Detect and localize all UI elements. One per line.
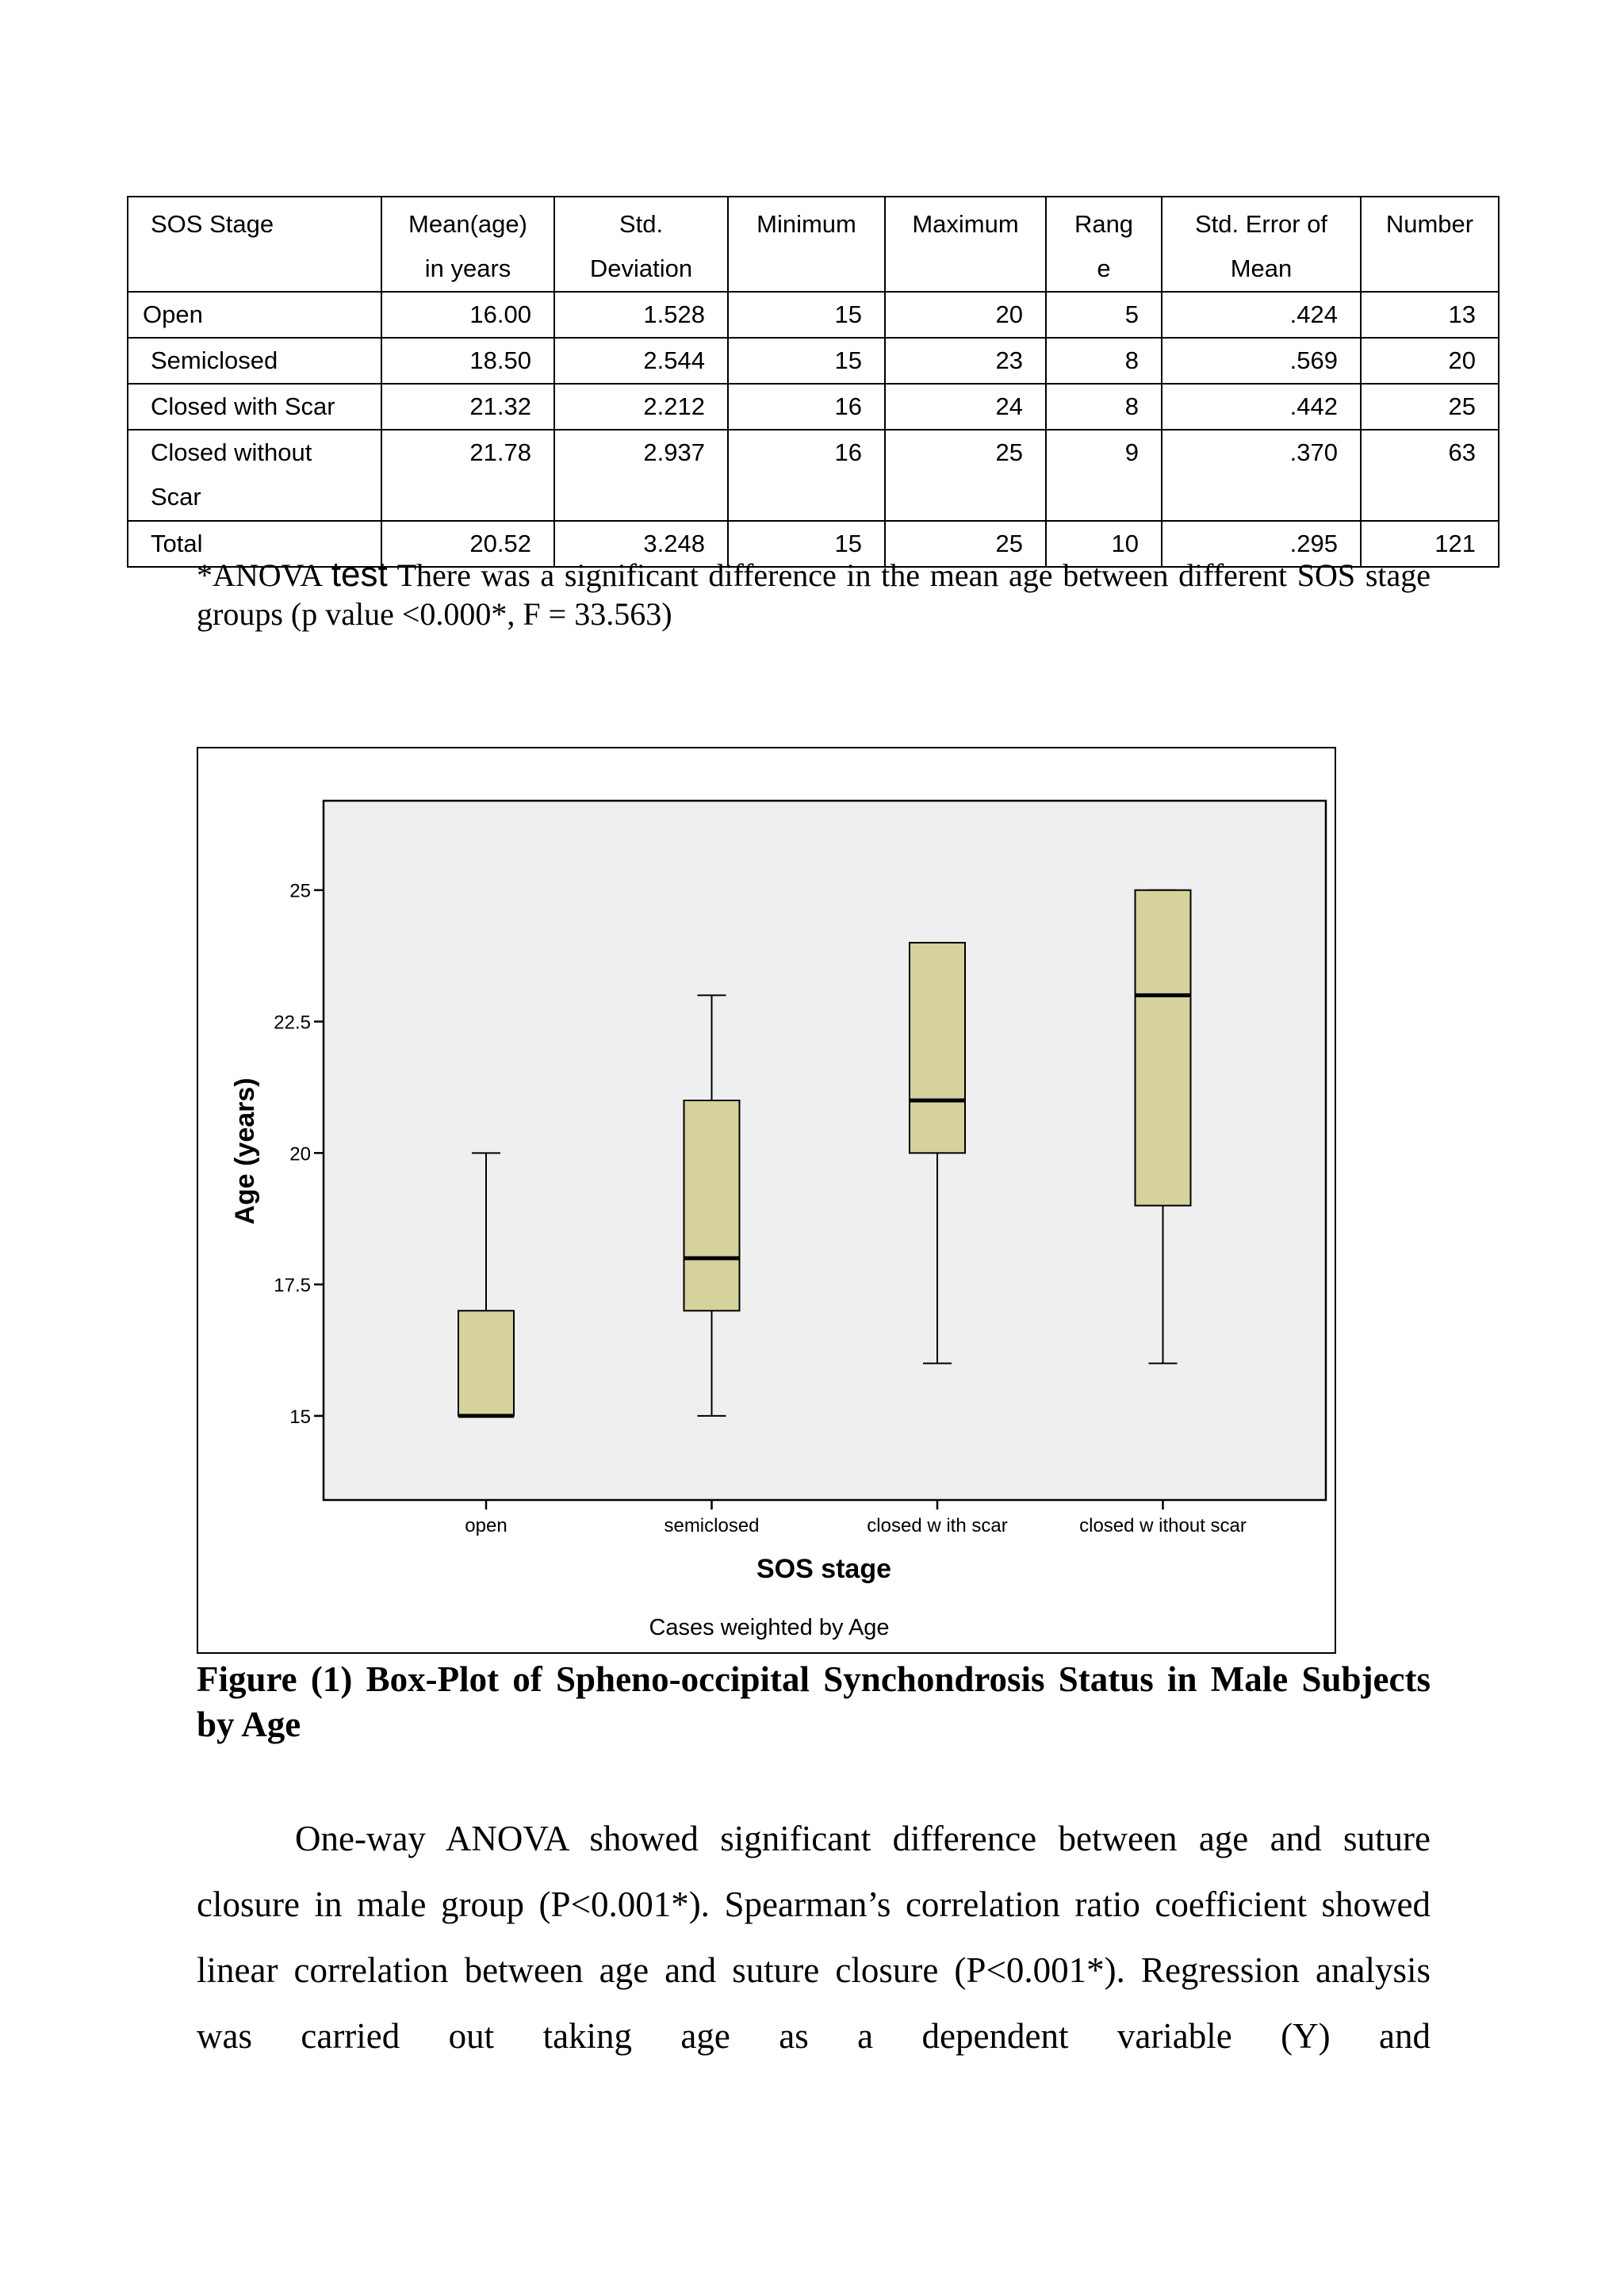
iqr-box [684,1100,740,1311]
cell-min: 15 [728,338,885,384]
row-label: Closed with Scar [128,384,381,430]
x-tick-label: closed w ith scar [867,1515,1008,1536]
x-tick-label: closed w ithout scar [1079,1515,1247,1536]
y-axis-title: Age (years) [230,1077,260,1225]
figure-caption: Figure (1) Box-Plot of Spheno-occipital Synchondrosis Status in Male Subjects by Age [197,1659,1431,1744]
y-tick-label: 25 [289,880,311,902]
cell-max: 25 [885,521,1046,567]
cell-range: 9 [1046,430,1162,521]
cell-n: 121 [1361,521,1499,567]
y-tick-label: 15 [289,1406,311,1428]
row-label: Total [128,521,381,567]
cell-min: 15 [728,521,885,567]
x-axis [465,1500,1247,1536]
header-range: Rang e [1046,197,1162,292]
cell-min: 16 [728,430,885,521]
header-maximum: Maximum [885,197,1046,292]
cell-mean: 21.32 [381,384,554,430]
cell-n: 13 [1361,292,1499,338]
row-label: Semiclosed [128,338,381,384]
cell-sd: 1.528 [554,292,728,338]
cell-range: 8 [1046,338,1162,384]
body-paragraph [197,1806,1431,2069]
cell-n: 25 [1361,384,1499,430]
cell-min: 16 [728,384,885,430]
cell-se: .370 [1162,430,1361,521]
body-paragraph-text: One-way ANOVA showed significant difference between age and suture closure in male group (P<0.001*). Spearman’s correlation ratio coefficient showed linear correlation between age and suture closure (P<0.001*). Regression analysis was carried out taking age as a dependent variable (Y) and [197,1819,1431,2056]
anova-note-test-word: test [331,555,388,594]
cell-n: 20 [1361,338,1499,384]
iqr-box [1136,890,1191,1206]
y-tick-label: 22.5 [274,1012,311,1034]
header-std-deviation: Std. Deviation [554,197,728,292]
cell-se: .295 [1162,521,1361,567]
cell-mean: 21.78 [381,430,554,521]
y-axis [274,881,324,1428]
cell-sd: 2.937 [554,430,728,521]
cell-n: 63 [1361,430,1499,521]
cell-max: 24 [885,384,1046,430]
cell-max: 25 [885,430,1046,521]
x-tick-label: semiclosed [664,1515,760,1536]
cell-range: 10 [1046,521,1162,567]
cell-mean: 20.52 [381,521,554,567]
cell-sd: 2.212 [554,384,728,430]
cell-mean: 16.00 [381,292,554,338]
x-axis-title: SOS stage [756,1554,892,1584]
anova-note-prefix: *ANOVA [197,557,331,593]
cell-se: .424 [1162,292,1361,338]
cell-min: 15 [728,292,885,338]
row-label: Closed without Scar [128,430,381,521]
cell-range: 5 [1046,292,1162,338]
anova-note-text: There was a significant difference in the mean age between different SOS stage groups (p value <0.000*, F = 33.563) [197,557,1431,632]
row-label: Open [128,292,381,338]
cell-mean: 18.50 [381,338,554,384]
y-tick-label: 20 [289,1143,311,1165]
x-tick-label: open [465,1515,508,1536]
header-number: Number [1361,197,1499,292]
iqr-box [910,943,965,1153]
cell-range: 8 [1046,384,1162,430]
header-mean-age: Mean(age) in years [381,197,554,292]
header-minimum: Minimum [728,197,885,292]
y-tick-label: 17.5 [274,1275,311,1297]
header-sos-stage: SOS Stage [128,197,381,292]
chart-footnote: Cases weighted by Age [649,1615,890,1640]
cell-max: 20 [885,292,1046,338]
header-std-error: Std. Error of Mean [1162,197,1361,292]
cell-sd: 2.544 [554,338,728,384]
cell-max: 23 [885,338,1046,384]
cell-se: .442 [1162,384,1361,430]
cell-sd: 3.248 [554,521,728,567]
iqr-box [458,1311,514,1416]
cell-se: .569 [1162,338,1361,384]
